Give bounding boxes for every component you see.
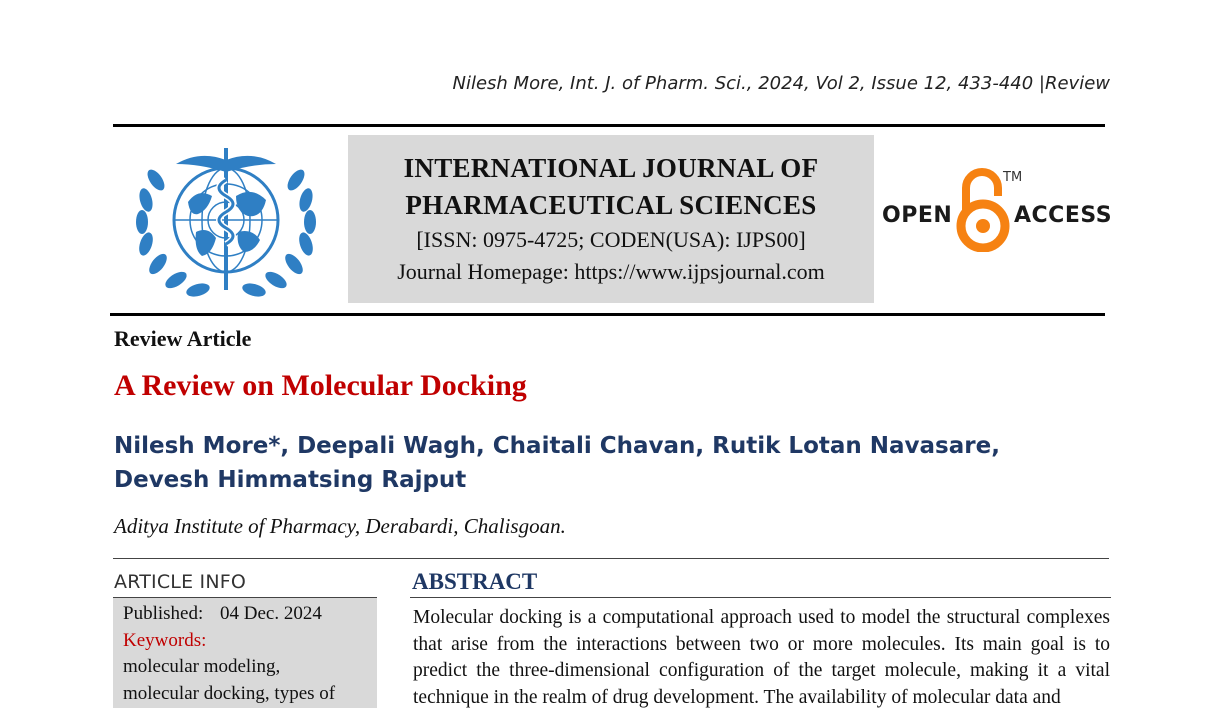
article-type: Review Article	[114, 326, 252, 351]
abstract-heading: ABSTRACT	[412, 569, 538, 594]
article-title: A Review on Molecular Docking	[114, 369, 527, 402]
journal-title-line1: INTERNATIONAL JOURNAL OF	[403, 153, 819, 183]
who-emblem-icon	[126, 140, 326, 305]
article-info-box	[113, 598, 377, 708]
keywords-line: molecular docking, types of	[123, 682, 336, 704]
published-date: 04 Dec. 2024	[219, 603, 322, 624]
open-access-word-access: ACCESS	[1014, 203, 1113, 228]
journal-title-line2: PHARMACEUTICAL SCIENCES	[405, 190, 817, 220]
issn-line: [ISSN: 0975-4725; CODEN(USA): IJPS00]	[416, 227, 806, 252]
open-access-logo	[880, 166, 1113, 256]
journal-masthead	[348, 135, 874, 303]
keywords-label: Keywords:	[123, 629, 207, 651]
header-rule-bottom	[110, 313, 1105, 316]
abstract-rule	[410, 597, 1111, 598]
journal-homepage[interactable]: Journal Homepage: https://www.ijpsjournal.com	[397, 259, 825, 284]
header-rule-top	[113, 124, 1105, 127]
running-head: Nilesh More, Int. J. of Pharm. Sci., 2024, Vol 2, Issue 12, 433-440 |Review	[452, 73, 1110, 94]
abstract-text: Molecular docking is a computational approach used to model the structural complexes that arise from the interactions between two or more molecules. Its main goal is to predict the three-dimensional configuration of the target molecule, making it a vital technique in the realm of drug development. The availability of molecular data and	[413, 607, 1110, 708]
author-list: Nilesh More*, Deepali Wagh, Chaitali Chavan, Rutik Lotan Navasare, Devesh Himmatsing Rajput	[114, 433, 1000, 493]
published-row	[123, 601, 377, 628]
article-info-heading: ARTICLE INFO	[114, 571, 247, 593]
published-label: Published:	[123, 603, 204, 624]
open-access-word-open: OPEN	[882, 203, 953, 228]
affiliation-rule	[113, 558, 1109, 559]
keywords-line: molecular modeling,	[123, 656, 281, 677]
affiliation: Aditya Institute of Pharmacy, Derabardi, Chalisgoan.	[114, 514, 566, 538]
trademark-mark: TM	[1003, 170, 1023, 185]
